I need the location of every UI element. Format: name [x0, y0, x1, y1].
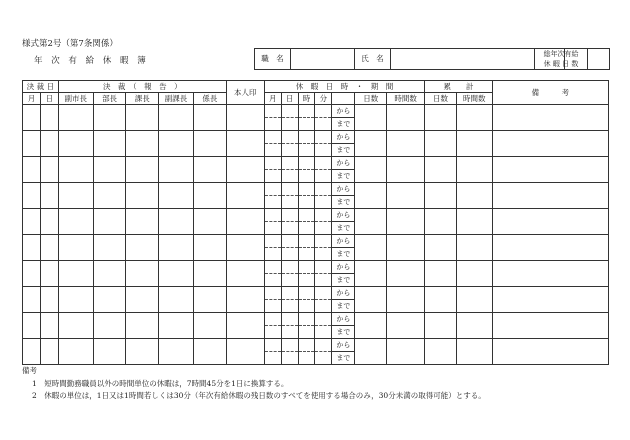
leave-hour-header: 時 — [298, 93, 315, 105]
leave-time-cell[interactable] — [315, 118, 332, 131]
count-cell[interactable] — [456, 287, 492, 313]
entry-cell[interactable] — [93, 183, 126, 209]
entry-cell[interactable] — [159, 183, 194, 209]
leave-time-cell[interactable] — [281, 300, 298, 313]
entry-cell[interactable] — [40, 105, 58, 131]
leave-time-cell[interactable] — [315, 287, 332, 300]
leave-time-cell[interactable] — [315, 339, 332, 352]
entry-cell[interactable] — [193, 157, 226, 183]
leave-time-cell[interactable] — [298, 248, 315, 261]
from-label: から — [332, 313, 355, 326]
leave-time-cell[interactable] — [281, 196, 298, 209]
to-label: まで — [332, 326, 355, 339]
entry-cell[interactable] — [58, 209, 93, 235]
entry-cell[interactable] — [159, 105, 194, 131]
entry-cell[interactable] — [93, 131, 126, 157]
count-cell[interactable] — [456, 131, 492, 157]
from-label: から — [332, 287, 355, 300]
leave-time-cell[interactable] — [264, 170, 281, 183]
entry-cell[interactable] — [40, 339, 58, 365]
entry-cell[interactable] — [226, 339, 264, 365]
entry-cell[interactable] — [126, 287, 159, 313]
entry-cell[interactable] — [93, 339, 126, 365]
remarks-cell[interactable] — [492, 287, 608, 313]
leave-time-cell[interactable] — [298, 352, 315, 365]
leave-time-cell[interactable] — [298, 209, 315, 222]
entry-cell[interactable] — [126, 261, 159, 287]
leave-time-cell[interactable] — [315, 196, 332, 209]
entry-cell[interactable] — [58, 261, 93, 287]
leave-time-cell[interactable] — [264, 339, 281, 352]
count-cell[interactable] — [425, 157, 457, 183]
entry-cell[interactable] — [40, 157, 58, 183]
leave-time-cell[interactable] — [298, 300, 315, 313]
entry-cell[interactable] — [93, 105, 126, 131]
leave-time-cell[interactable] — [281, 287, 298, 300]
leave-time-cell[interactable] — [315, 157, 332, 170]
entry-cell[interactable] — [226, 157, 264, 183]
leave-time-cell[interactable] — [264, 157, 281, 170]
leave-time-cell[interactable] — [298, 313, 315, 326]
total-leave-days-label: 総年次有給 休 暇 日 数 — [535, 49, 588, 70]
entry-cell[interactable] — [40, 287, 58, 313]
entry-cell[interactable] — [23, 261, 41, 287]
leave-time-cell[interactable] — [315, 209, 332, 222]
entry-cell[interactable] — [159, 235, 194, 261]
leave-register-table — [22, 80, 609, 365]
entry-cell[interactable] — [193, 183, 226, 209]
from-label: から — [332, 209, 355, 222]
entry-cell[interactable] — [23, 313, 41, 339]
to-label: まで — [332, 144, 355, 157]
entry-cell[interactable] — [93, 313, 126, 339]
decision-report-header: 決 裁 （ 報 告 ） — [58, 81, 226, 93]
count-cell[interactable] — [387, 105, 425, 131]
leave-time-cell[interactable] — [298, 261, 315, 274]
leave-time-cell[interactable] — [281, 157, 298, 170]
leave-time-cell[interactable] — [298, 274, 315, 287]
position-field[interactable] — [291, 49, 355, 70]
leave-time-cell[interactable] — [298, 157, 315, 170]
entry-cell[interactable] — [226, 183, 264, 209]
leave-hours-header: 時間数 — [387, 93, 425, 105]
count-cell[interactable] — [387, 261, 425, 287]
count-cell[interactable] — [355, 313, 387, 339]
leave-time-cell[interactable] — [298, 235, 315, 248]
entry-cell[interactable] — [193, 261, 226, 287]
leave-time-cell[interactable] — [298, 170, 315, 183]
count-cell[interactable] — [425, 105, 457, 131]
count-cell[interactable] — [387, 183, 425, 209]
count-cell[interactable] — [355, 261, 387, 287]
remarks-cell[interactable] — [492, 209, 608, 235]
leave-time-cell[interactable] — [264, 287, 281, 300]
from-to-header — [332, 93, 355, 105]
cumulative-hours-header: 時間数 — [456, 93, 492, 105]
entry-cell[interactable] — [40, 209, 58, 235]
remarks-cell[interactable] — [492, 313, 608, 339]
leave-day-header: 日 — [281, 93, 298, 105]
entry-cell[interactable] — [93, 209, 126, 235]
from-label: から — [332, 131, 355, 144]
leave-time-cell[interactable] — [281, 235, 298, 248]
entry-cell[interactable] — [23, 105, 41, 131]
leave-days-header: 日数 — [355, 93, 387, 105]
leave-time-cell[interactable] — [264, 105, 281, 118]
leave-time-cell[interactable] — [281, 170, 298, 183]
remarks-cell[interactable] — [492, 157, 608, 183]
entry-cell[interactable] — [93, 235, 126, 261]
page-title: 年 次 有 給 休 暇 簿 — [34, 56, 149, 66]
position-label: 職 名 — [255, 49, 291, 70]
remarks-cell[interactable] — [492, 339, 608, 365]
vice-mayor-header: 副市長 — [58, 93, 93, 105]
entry-cell[interactable] — [159, 157, 194, 183]
leave-time-cell[interactable] — [281, 261, 298, 274]
to-label: まで — [332, 196, 355, 209]
leave-time-cell[interactable] — [264, 326, 281, 339]
entry-cell[interactable] — [58, 131, 93, 157]
count-cell[interactable] — [456, 183, 492, 209]
entry-cell[interactable] — [226, 209, 264, 235]
from-label: から — [332, 261, 355, 274]
to-label: まで — [332, 248, 355, 261]
to-label: まで — [332, 274, 355, 287]
leave-time-cell[interactable] — [281, 144, 298, 157]
leave-period-header: 休 暇 日 時 ・ 期 間 — [264, 81, 424, 93]
entry-cell[interactable] — [58, 235, 93, 261]
leave-time-cell[interactable] — [264, 144, 281, 157]
entry-cell[interactable] — [159, 339, 194, 365]
note-item: 1 短時間勤務職員以外の時間単位の休暇は，7時間45分を1日に換算する。 — [32, 378, 289, 388]
entry-cell[interactable] — [126, 235, 159, 261]
director-header: 部長 — [93, 93, 126, 105]
count-cell[interactable] — [456, 313, 492, 339]
leave-time-cell[interactable] — [281, 118, 298, 131]
count-cell[interactable] — [456, 339, 492, 365]
total-leave-days-box — [534, 48, 610, 70]
leave-time-cell[interactable] — [298, 339, 315, 352]
count-cell[interactable] — [355, 339, 387, 365]
count-cell[interactable] — [387, 157, 425, 183]
leave-time-cell[interactable] — [315, 222, 332, 235]
count-cell[interactable] — [355, 157, 387, 183]
leave-time-cell[interactable] — [315, 144, 332, 157]
entry-cell[interactable] — [126, 339, 159, 365]
leave-time-cell[interactable] — [315, 183, 332, 196]
leave-time-cell[interactable] — [298, 222, 315, 235]
entry-cell[interactable] — [93, 261, 126, 287]
to-label: まで — [332, 300, 355, 313]
leave-time-cell[interactable] — [315, 170, 332, 183]
entry-cell[interactable] — [193, 235, 226, 261]
subsection-chief-header: 係長 — [193, 93, 226, 105]
entry-cell[interactable] — [193, 131, 226, 157]
leave-time-cell[interactable] — [281, 313, 298, 326]
leave-time-cell[interactable] — [315, 105, 332, 118]
entry-cell[interactable] — [159, 131, 194, 157]
entry-cell[interactable] — [40, 235, 58, 261]
leave-time-cell[interactable] — [281, 352, 298, 365]
entry-cell[interactable] — [40, 261, 58, 287]
from-label: から — [332, 157, 355, 170]
leave-time-cell[interactable] — [264, 300, 281, 313]
count-cell[interactable] — [387, 235, 425, 261]
form-number: 様式第2号（第7条関係） — [22, 39, 118, 49]
count-cell[interactable] — [456, 235, 492, 261]
leave-time-cell[interactable] — [315, 131, 332, 144]
leave-month-header: 月 — [264, 93, 281, 105]
leave-time-cell[interactable] — [264, 261, 281, 274]
leave-time-cell[interactable] — [298, 144, 315, 157]
count-cell[interactable] — [355, 235, 387, 261]
leave-time-cell[interactable] — [281, 222, 298, 235]
section-chief-header: 課長 — [126, 93, 159, 105]
decision-month-header: 月 — [23, 93, 41, 105]
leave-time-cell[interactable] — [315, 326, 332, 339]
leave-time-cell[interactable] — [298, 105, 315, 118]
remarks-cell[interactable] — [492, 131, 608, 157]
entry-cell[interactable] — [226, 131, 264, 157]
entry-cell[interactable] — [126, 105, 159, 131]
leave-minute-header: 分 — [315, 93, 332, 105]
count-cell[interactable] — [456, 209, 492, 235]
from-label: から — [332, 183, 355, 196]
to-label: まで — [332, 170, 355, 183]
entry-cell[interactable] — [159, 209, 194, 235]
leave-time-cell[interactable] — [264, 313, 281, 326]
entry-cell[interactable] — [126, 131, 159, 157]
leave-time-cell[interactable] — [315, 261, 332, 274]
count-cell[interactable] — [425, 131, 457, 157]
leave-time-cell[interactable] — [264, 183, 281, 196]
count-cell[interactable] — [425, 235, 457, 261]
count-cell[interactable] — [456, 105, 492, 131]
cumulative-header: 累 計 — [425, 81, 493, 93]
count-cell[interactable] — [456, 157, 492, 183]
from-label: から — [332, 235, 355, 248]
entry-cell[interactable] — [226, 261, 264, 287]
entry-cell[interactable] — [58, 287, 93, 313]
entry-cell[interactable] — [40, 313, 58, 339]
remarks-cell[interactable] — [492, 235, 608, 261]
entry-cell[interactable] — [58, 157, 93, 183]
remarks-header: 備 考 — [492, 81, 608, 105]
entry-cell[interactable] — [159, 313, 194, 339]
entry-cell[interactable] — [193, 105, 226, 131]
from-label: から — [332, 105, 355, 118]
remarks-cell[interactable] — [492, 105, 608, 131]
entry-cell[interactable] — [193, 287, 226, 313]
notes — [22, 365, 486, 403]
entry-cell[interactable] — [23, 131, 41, 157]
entry-cell[interactable] — [159, 261, 194, 287]
name-label: 氏 名 — [355, 49, 391, 70]
leave-time-cell[interactable] — [264, 235, 281, 248]
count-cell[interactable] — [425, 313, 457, 339]
count-cell[interactable] — [387, 131, 425, 157]
leave-time-cell[interactable] — [298, 183, 315, 196]
entry-cell[interactable] — [23, 339, 41, 365]
entry-cell[interactable] — [40, 131, 58, 157]
leave-time-cell[interactable] — [264, 196, 281, 209]
count-cell[interactable] — [425, 209, 457, 235]
entry-cell[interactable] — [159, 287, 194, 313]
count-cell[interactable] — [355, 105, 387, 131]
entry-cell[interactable] — [126, 209, 159, 235]
cumulative-days-header: 日数 — [425, 93, 457, 105]
leave-time-cell[interactable] — [315, 248, 332, 261]
entry-cell[interactable] — [126, 183, 159, 209]
entry-cell[interactable] — [58, 339, 93, 365]
from-label: から — [332, 339, 355, 352]
leave-time-cell[interactable] — [281, 248, 298, 261]
count-cell[interactable] — [387, 313, 425, 339]
count-cell[interactable] — [355, 131, 387, 157]
leave-time-cell[interactable] — [298, 131, 315, 144]
entry-cell[interactable] — [226, 287, 264, 313]
to-label: まで — [332, 118, 355, 131]
count-cell[interactable] — [355, 287, 387, 313]
count-cell[interactable] — [387, 209, 425, 235]
to-label: まで — [332, 352, 355, 365]
entry-cell[interactable] — [93, 157, 126, 183]
entry-cell[interactable] — [126, 157, 159, 183]
leave-time-cell[interactable] — [315, 274, 332, 287]
leave-time-cell[interactable] — [298, 196, 315, 209]
entry-cell[interactable] — [40, 183, 58, 209]
entry-cell[interactable] — [193, 209, 226, 235]
entry-cell[interactable] — [226, 313, 264, 339]
leave-time-cell[interactable] — [315, 235, 332, 248]
decision-date-header: 決 裁 日 — [23, 81, 59, 93]
leave-time-cell[interactable] — [264, 248, 281, 261]
personal-seal-header: 本人印 — [226, 81, 264, 105]
entry-cell[interactable] — [58, 105, 93, 131]
entry-cell[interactable] — [58, 313, 93, 339]
leave-time-cell[interactable] — [281, 209, 298, 222]
leave-time-cell[interactable] — [315, 300, 332, 313]
leave-time-cell[interactable] — [264, 274, 281, 287]
leave-time-cell[interactable] — [264, 222, 281, 235]
entry-cell[interactable] — [226, 235, 264, 261]
count-cell[interactable] — [387, 287, 425, 313]
note-item: 2 休暇の単位は，1日又は1時間若しくは30分（年次有給休暇の残日数のすべてを使用する場合のみ，30分未満の取得可能）とする。 — [32, 391, 486, 400]
count-cell[interactable] — [355, 209, 387, 235]
entry-cell[interactable] — [193, 339, 226, 365]
entry-cell[interactable] — [58, 183, 93, 209]
leave-time-cell[interactable] — [281, 274, 298, 287]
entry-cell[interactable] — [23, 183, 41, 209]
decision-day-header: 日 — [40, 93, 58, 105]
leave-time-cell[interactable] — [264, 209, 281, 222]
entry-cell[interactable] — [23, 287, 41, 313]
entry-cell[interactable] — [193, 313, 226, 339]
total-leave-days-field[interactable] — [588, 49, 610, 70]
count-cell[interactable] — [387, 339, 425, 365]
entry-cell[interactable] — [226, 105, 264, 131]
count-cell[interactable] — [425, 183, 457, 209]
leave-time-cell[interactable] — [298, 326, 315, 339]
to-label: まで — [332, 222, 355, 235]
leave-time-cell[interactable] — [264, 131, 281, 144]
count-cell[interactable] — [425, 261, 457, 287]
leave-time-cell[interactable] — [315, 352, 332, 365]
leave-time-cell[interactable] — [281, 326, 298, 339]
remarks-cell[interactable] — [492, 261, 608, 287]
entry-cell[interactable] — [126, 313, 159, 339]
notes-heading: 備考 — [22, 366, 37, 375]
leave-time-cell[interactable] — [281, 183, 298, 196]
entry-cell[interactable] — [23, 235, 41, 261]
entry-cell[interactable] — [93, 287, 126, 313]
count-cell[interactable] — [355, 183, 387, 209]
leave-time-cell[interactable] — [264, 118, 281, 131]
remarks-cell[interactable] — [492, 183, 608, 209]
count-cell[interactable] — [425, 339, 457, 365]
leave-time-cell[interactable] — [315, 313, 332, 326]
leave-time-cell[interactable] — [264, 352, 281, 365]
count-cell[interactable] — [456, 261, 492, 287]
leave-time-cell[interactable] — [298, 287, 315, 300]
entry-cell[interactable] — [23, 209, 41, 235]
entry-cell[interactable] — [23, 157, 41, 183]
deputy-section-chief-header: 副課長 — [159, 93, 194, 105]
leave-time-cell[interactable] — [281, 131, 298, 144]
leave-time-cell[interactable] — [281, 339, 298, 352]
leave-time-cell[interactable] — [298, 118, 315, 131]
leave-time-cell[interactable] — [281, 105, 298, 118]
count-cell[interactable] — [425, 287, 457, 313]
